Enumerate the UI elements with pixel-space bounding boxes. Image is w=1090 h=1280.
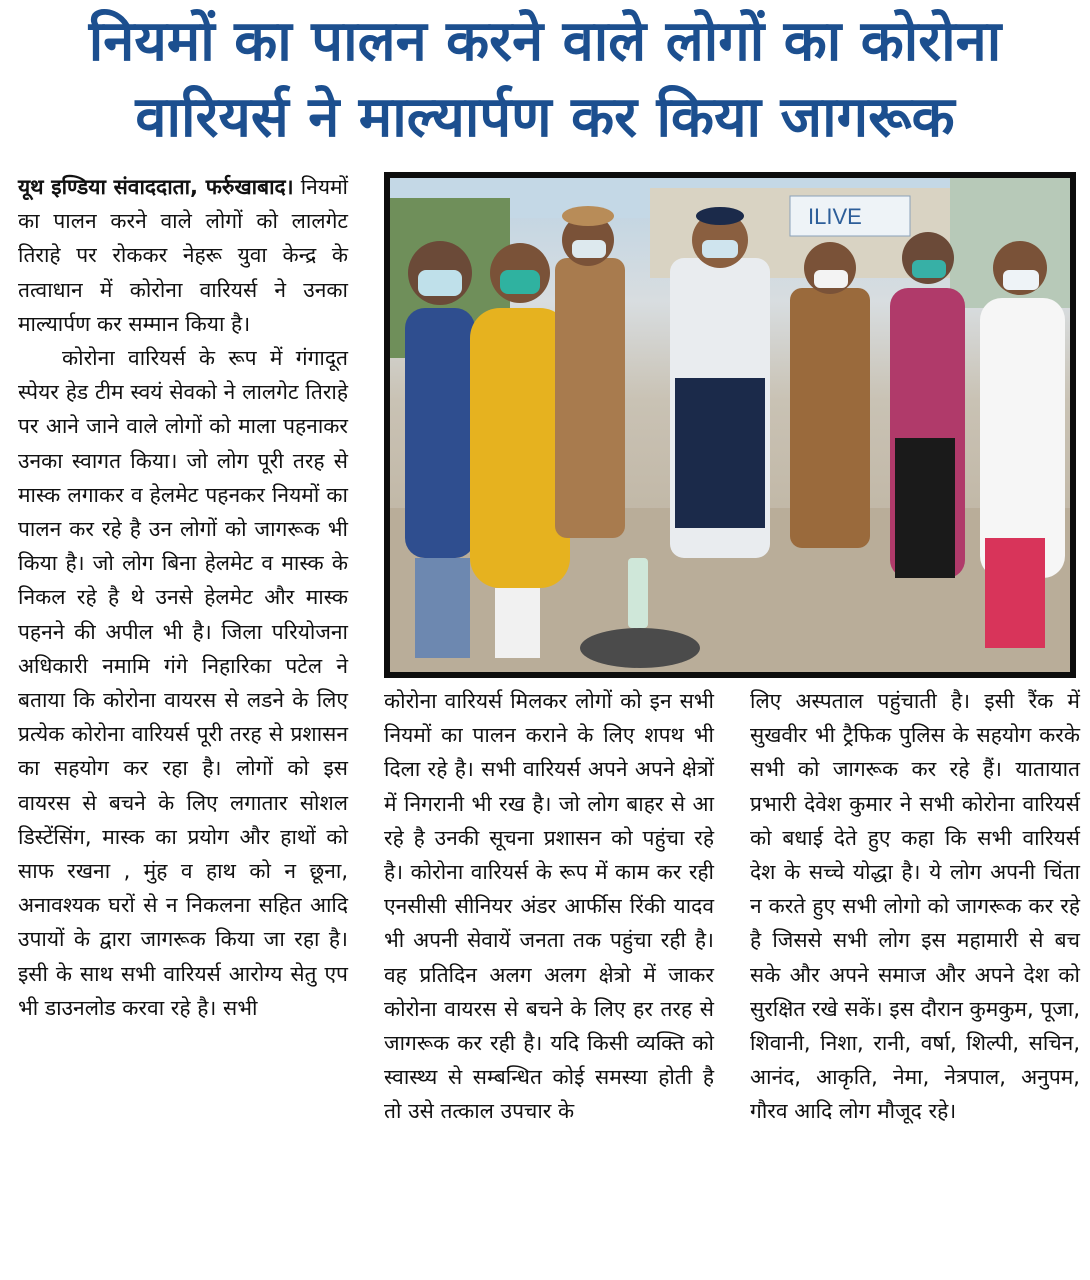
paragraph-1 (18, 170, 348, 341)
shop-sign-text: ILIVE (808, 204, 862, 229)
article-column-2 (384, 684, 714, 1129)
news-photo (384, 172, 1076, 678)
paragraph-4: लिए अस्पताल पहुंचाती है। इसी रैंक में सुखवीर भी ट्रैफिक पुलिस के सहयोग करके सभी को जागरूक कर रहे हैं। यातायात प्रभारी देवेश कुमार ने सभी कोरोना वारियर्स को बधाई देते हुए कहा कि सभी वारियर्स देश के सच्चे योद्धा है। ये लोग अपनी चिंता न करते हुए सभी लोगो को जागरूक कर रहे है जिससे सभी लोग इस महामारी से बच सके और अपने समाज और अपने देश को सुरक्षित रखे सकें। इस दौरान कुमकुम, पूजा, शिवानी, निशा, रानी, वर्षा, शिल्पी, सचिन, आनंद, आकृति, नेमा, नेत्रपाल, अनुपम, गौरव आदि लोग मौजूद रहे। (750, 689, 1080, 1124)
article-column-1 (18, 170, 348, 1025)
person-traffic-officer (670, 207, 770, 558)
headline-line-1: नियमों का पालन करने वाले लोगों का कोरोना (88, 9, 1002, 74)
paragraph-1-text: नियमों का पालन करने वाले लोगों को लालगेट तिराहे पर रोककर नेहरू युवा केन्द्र के तत्वाधान में कोरोना वारियर्स ने उनका माल्यार्पण कर सम्मान किया है। (18, 175, 348, 336)
paragraph-3: कोरोना वारियर्स मिलकर लोगों को इन सभी नियमों का पालन कराने के लिए शपथ भी दिला रहे है। सभी वारियर्स अपने अपने क्षेत्रों में निगरानी भी रख है। जो लोग बाहर से आ रहे है उनकी सूचना प्रशासन को पहुंचा रहे है। कोरोना वारियर्स के रूप में काम कर रही एनसीसी सीनियर अंडर आर्फीस रिंकी यादव भी अपनी सेवायें जनता तक पहुंचा रही है। वह प्रतिदिन अलग अलग क्षेत्रो में जाकर कोरोना वायरस से बचने के लिए हर तरह से जागरूक कर रही है। यदि किसी व्यक्ति को स्वास्थ्य से सम्बन्धित कोई समस्या होती है तो उसे तत्काल उपचार के (384, 689, 714, 1124)
photo-scene (390, 178, 1070, 672)
person-police-khaki (555, 206, 625, 538)
person-ncc-cadet (790, 242, 870, 548)
photo-illustration (390, 178, 1070, 672)
dateline: यूथ इण्डिया संवाददाता, फर्रुखाबाद। (18, 175, 294, 199)
headline-line-2: वारियर्स ने माल्यार्पण कर किया जागरूक (135, 85, 955, 150)
article-column-3 (750, 684, 1080, 1129)
paragraph-2: कोरोना वारियर्स के रूप में गंगादूत स्पेयर हेड टीम स्वयं सेवको ने लालगेट तिराहे पर आने जाने वाले लोगों को माला पहनाकर उनका स्वागत किया। जो लोग पूरी तरह से मास्क लगाकर व हेलमेट पहनकर नियमों का पालन कर रहे है उन लोगों को जागरूक भी किया है। जो लोग बिना हेलमेट व मास्क के निकल रहे है थे उनसे हेलमेट और मास्क पहनने की अपील भी है। जिला परियोजना अधिकारी नमामि गंगे निहारिका पटेल ने बताया कि कोरोना वायरस से लडने के लिए प्रत्येक कोरोना वारियर्स पूरी तरह से प्रशासन का सहयोग कर रहा है। लोगों को इस वायरस से बचने के लिए लगातार सोशल डिस्टेंसिंग, मास्क का प्रयोग और हाथों को साफ रखना , मुंह व हाथ को न छूना, अनावश्यक घरों से न निकलना सहित आदि उपायों के द्वारा जागरूक किया जा रहा है। इसी के साथ सभी वारियर्स आरोग्य सेतु एप भी डाउनलोड करवा रहे है। सभी (18, 346, 348, 1020)
